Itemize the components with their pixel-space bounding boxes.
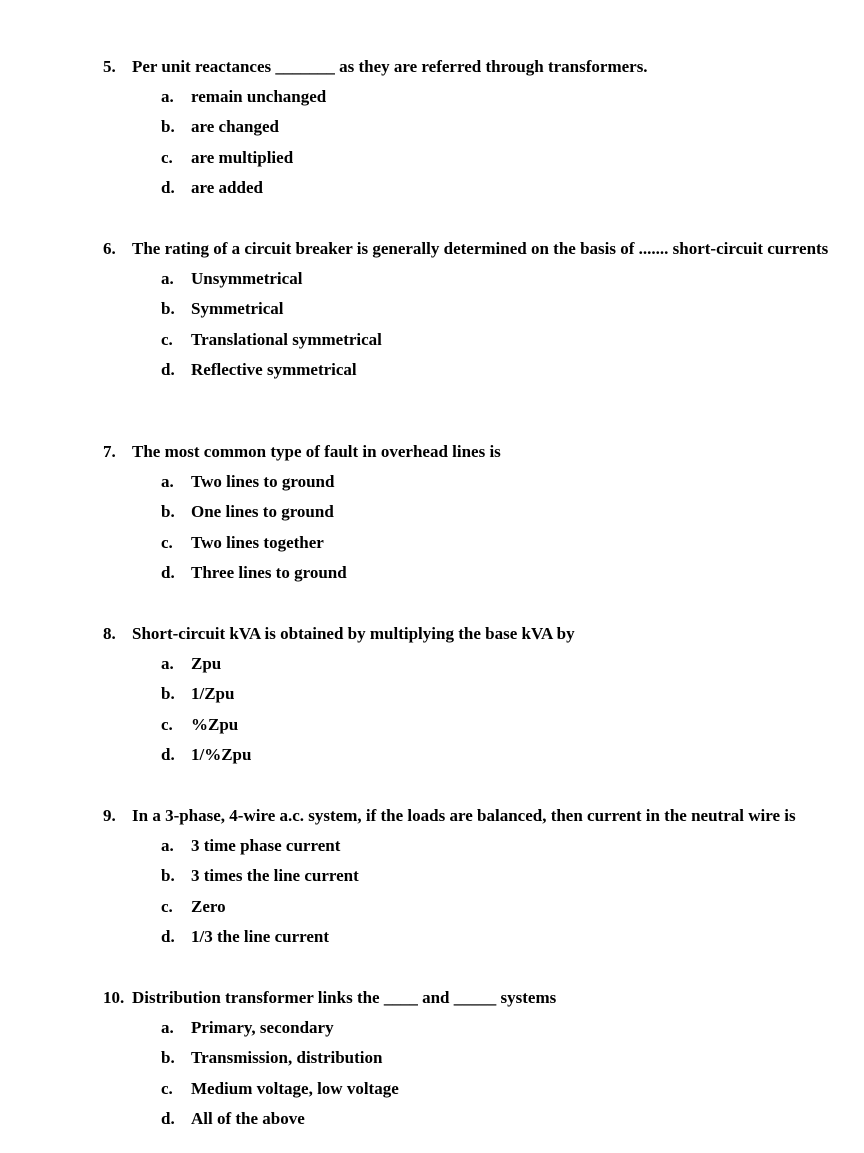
option-d — [103, 1108, 843, 1129]
option-text: All of the above — [191, 1108, 305, 1128]
question-stem — [103, 623, 843, 644]
option-letter: b. — [161, 866, 175, 886]
option-text: Reflective symmetrical — [191, 359, 357, 379]
option-letter: c. — [161, 329, 173, 349]
question-stem — [103, 56, 843, 77]
option-letter: d. — [161, 926, 175, 946]
option-d — [103, 926, 853, 947]
question-8 — [103, 623, 843, 774]
question-stem — [103, 805, 853, 826]
option-list — [103, 268, 843, 380]
option-text: Three lines to ground — [191, 562, 347, 582]
option-d — [103, 744, 843, 765]
question-number: 7. — [103, 442, 116, 461]
option-a — [103, 471, 843, 492]
option-letter: a. — [161, 472, 174, 491]
question-text: In a 3-phase, 4-wire a.c. system, if the loads are balanced, then current in the neutral wire is — [132, 806, 796, 825]
option-b — [103, 116, 843, 137]
option-letter: b. — [161, 1048, 175, 1068]
option-list — [103, 653, 843, 765]
question-text: The rating of a circuit breaker is generally determined on the basis of ....... short-circuit currents — [132, 239, 829, 258]
question-text: The most common type of fault in overhead lines is — [132, 442, 501, 461]
option-text: Transmission, distribution — [191, 1048, 383, 1068]
option-letter: b. — [161, 117, 175, 137]
question-number: 9. — [103, 806, 116, 825]
question-7 — [103, 441, 843, 592]
option-text: 1/3 the line current — [191, 926, 330, 946]
option-text: 3 time phase current — [191, 836, 341, 855]
option-letter: a. — [161, 269, 174, 288]
option-b — [103, 1047, 843, 1068]
option-text: Translational symmetrical — [191, 329, 382, 349]
option-c — [103, 532, 843, 553]
option-letter: c. — [161, 532, 173, 552]
option-d — [103, 177, 843, 198]
option-text: Zero — [191, 896, 226, 916]
option-list — [103, 86, 843, 198]
option-b — [103, 501, 843, 522]
option-text: 3 times the line current — [191, 866, 359, 886]
option-letter: d. — [161, 177, 175, 197]
question-9 — [103, 805, 853, 956]
question-text: Short-circuit kVA is obtained by multiplying the base kVA by — [132, 624, 575, 643]
option-letter: b. — [161, 502, 175, 522]
option-letter: d. — [161, 744, 175, 764]
question-number: 8. — [103, 624, 116, 643]
option-letter: c. — [161, 1078, 173, 1098]
option-c — [103, 896, 853, 917]
option-list — [103, 471, 843, 583]
question-5 — [103, 56, 843, 207]
option-text: are multiplied — [191, 147, 294, 167]
option-c — [103, 329, 843, 350]
option-text: %Zpu — [191, 714, 239, 734]
option-text: Medium voltage, low voltage — [191, 1078, 399, 1098]
option-a — [103, 1017, 843, 1038]
option-letter: c. — [161, 714, 173, 734]
option-b — [103, 298, 843, 319]
option-a — [103, 653, 843, 674]
option-letter: c. — [161, 896, 173, 916]
option-letter: a. — [161, 654, 174, 673]
option-list — [103, 1017, 843, 1129]
option-text: 1/Zpu — [191, 684, 235, 704]
option-text: remain unchanged — [191, 87, 327, 106]
question-number: 5. — [103, 57, 116, 76]
option-text: are added — [191, 177, 263, 197]
question-text: Distribution transformer links the ____ and _____ systems — [132, 988, 557, 1007]
option-text: Unsymmetrical — [191, 269, 303, 288]
question-stem — [103, 987, 843, 1008]
option-letter: b. — [161, 684, 175, 704]
option-letter: d. — [161, 562, 175, 582]
option-c — [103, 1078, 843, 1099]
option-letter: a. — [161, 1018, 174, 1037]
option-letter: d. — [161, 359, 175, 379]
question-text: Per unit reactances _______ as they are referred through transformers. — [132, 57, 648, 76]
option-c — [103, 147, 843, 168]
option-letter: a. — [161, 836, 174, 855]
question-number: 6. — [103, 239, 116, 258]
option-d — [103, 562, 843, 583]
option-letter: c. — [161, 147, 173, 167]
option-d — [103, 359, 843, 380]
option-text: Two lines to ground — [191, 472, 335, 491]
question-number: 10. — [103, 988, 125, 1007]
question-6 — [103, 238, 843, 389]
option-letter: b. — [161, 299, 175, 319]
option-text: Two lines together — [191, 532, 324, 552]
option-a — [103, 835, 853, 856]
question-stem — [103, 238, 843, 259]
option-list — [103, 835, 853, 947]
option-letter: d. — [161, 1108, 175, 1128]
option-a — [103, 86, 843, 107]
option-text: Zpu — [191, 654, 222, 673]
option-text: 1/%Zpu — [191, 744, 252, 764]
question-10 — [103, 987, 843, 1138]
option-c — [103, 714, 843, 735]
option-text: Primary, secondary — [191, 1018, 334, 1037]
option-letter: a. — [161, 87, 174, 106]
option-b — [103, 865, 853, 886]
option-text: One lines to ground — [191, 502, 334, 522]
option-a — [103, 268, 843, 289]
option-text: Symmetrical — [191, 299, 284, 319]
question-stem — [103, 441, 843, 462]
option-b — [103, 683, 843, 704]
option-text: are changed — [191, 117, 279, 137]
